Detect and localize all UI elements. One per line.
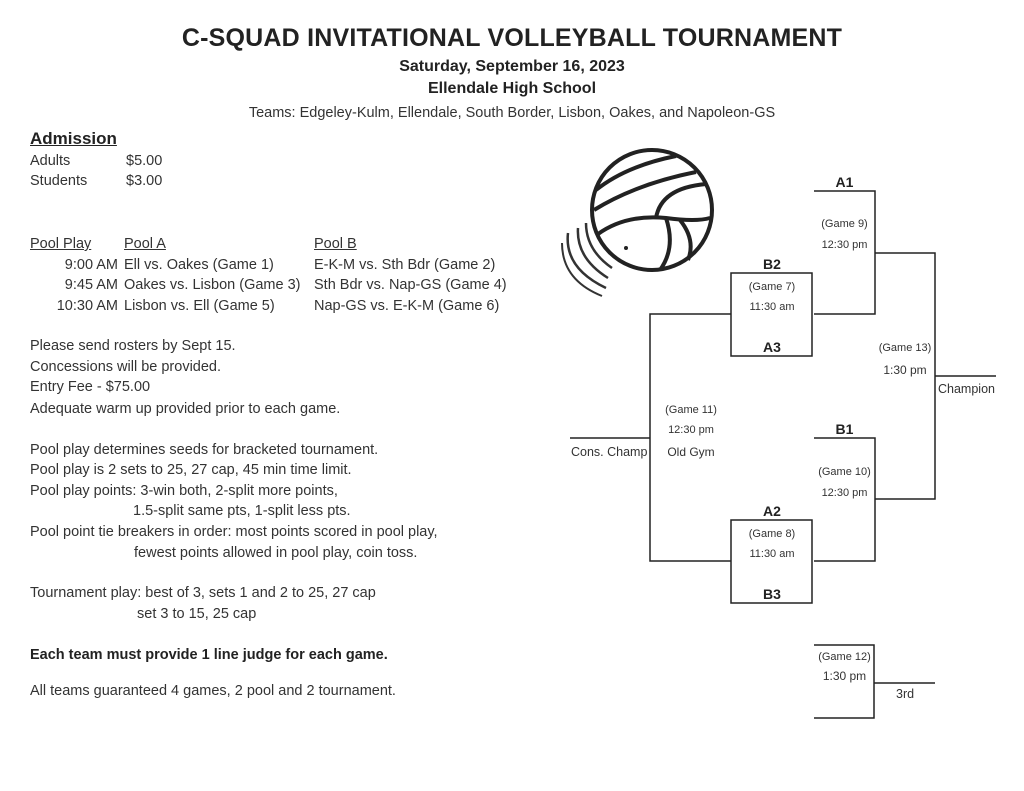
event-date: Saturday, September 16, 2023 (399, 58, 625, 75)
admission-students-price: $3.00 (126, 173, 163, 189)
seed-a2: A2 (763, 503, 781, 519)
seed-b1: B1 (835, 421, 854, 437)
pool-time: 9:00 AM (64, 257, 118, 273)
admission-adults-price: $5.00 (126, 153, 163, 169)
rule-guarantee: All teams guaranteed 4 games, 2 pool and 2 tournament. (30, 683, 396, 699)
pool-b-game: Sth Bdr vs. Nap-GS (Game 4) (314, 277, 507, 293)
pool-time: 10:30 AM (56, 298, 118, 314)
event-location: Ellendale High School (427, 80, 597, 97)
game11-venue: Old Gym (667, 445, 715, 459)
note-entry-fee: Entry Fee - $75.00 (30, 379, 151, 395)
rule-points-1: Pool play points: 3-win both, 2-split more points, (30, 483, 338, 499)
pool-b-game: E-K-M vs. Sth Bdr (Game 2) (314, 257, 496, 273)
game12-label: (Game 12) (818, 651, 871, 663)
page-title: C-SQUAD INVITATIONAL VOLLEYBALL TOURNAMENT (181, 24, 843, 52)
note-rosters: Please send rosters by Sept 15. (30, 338, 236, 354)
rule-format: Pool play is 2 sets to 25, 27 cap, 45 min time limit. (30, 462, 352, 478)
game10-label: (Game 10) (818, 466, 871, 478)
pool-a-game: Lisbon vs. Ell (Game 5) (124, 298, 275, 314)
rule-line-judge: Each team must provide 1 line judge for each game. (30, 647, 388, 663)
teams-list: Teams: Edgeley-Kulm, Ellendale, South Border, Lisbon, Oakes, and Napoleon-GS (248, 105, 776, 121)
rule-seeds: Pool play determines seeds for bracketed tournament. (30, 442, 379, 458)
rule-tourney-2: set 3 to 15, 25 cap (137, 606, 257, 622)
game8-label: (Game 8) (748, 528, 796, 540)
game9-label: (Game 9) (821, 218, 868, 230)
pool-a-heading: Pool A (124, 236, 166, 252)
seed-a3: A3 (763, 339, 781, 355)
game13-time: 1:30 pm (883, 363, 927, 377)
rule-tiebreak-2: fewest points allowed in pool play, coin toss. (134, 545, 418, 561)
seed-b2: B2 (763, 256, 781, 272)
note-warmup: Adequate warm up provided prior to each game. (30, 401, 341, 417)
pool-a-game: Oakes vs. Lisbon (Game 3) (124, 277, 301, 293)
admission-adults-label: Adults (30, 153, 71, 169)
rule-points-2: 1.5-split same pts, 1-split less pts. (133, 503, 351, 519)
game10-time: 12:30 pm (821, 487, 868, 499)
admission-students-label: Students (30, 173, 88, 189)
pool-a-game: Ell vs. Oakes (Game 1) (124, 257, 274, 273)
seed-a1: A1 (835, 174, 854, 190)
game11-label: (Game 11) (665, 404, 717, 416)
rule-tourney-1: Tournament play: best of 3, sets 1 and 2 to 25, 27 cap (30, 585, 376, 601)
game9-time: 12:30 pm (821, 239, 868, 251)
game13-label: (Game 13) (878, 342, 932, 354)
pool-b-game: Nap-GS vs. E-K-M (Game 6) (314, 298, 500, 314)
cons-champ-label: Cons. Champ (571, 445, 648, 459)
game11-time: 12:30 pm (668, 424, 714, 436)
note-concessions: Concessions will be provided. (30, 359, 222, 375)
game8-time: 11:30 am (749, 548, 795, 560)
pool-b-heading: Pool B (314, 236, 357, 252)
admission-heading: Admission (30, 129, 117, 148)
game7-time: 11:30 am (749, 301, 795, 313)
champion-label: Champion (938, 382, 995, 396)
third-place-label: 3rd (896, 687, 915, 701)
rule-tiebreak-1: Pool point tie breakers in order: most points scored in pool play, (30, 524, 438, 540)
game7-label: (Game 7) (748, 281, 796, 293)
pool-play-heading: Pool Play (30, 236, 92, 252)
seed-b3: B3 (763, 586, 781, 602)
game12-time: 1:30 pm (822, 669, 867, 683)
pool-time: 9:45 AM (64, 277, 118, 293)
